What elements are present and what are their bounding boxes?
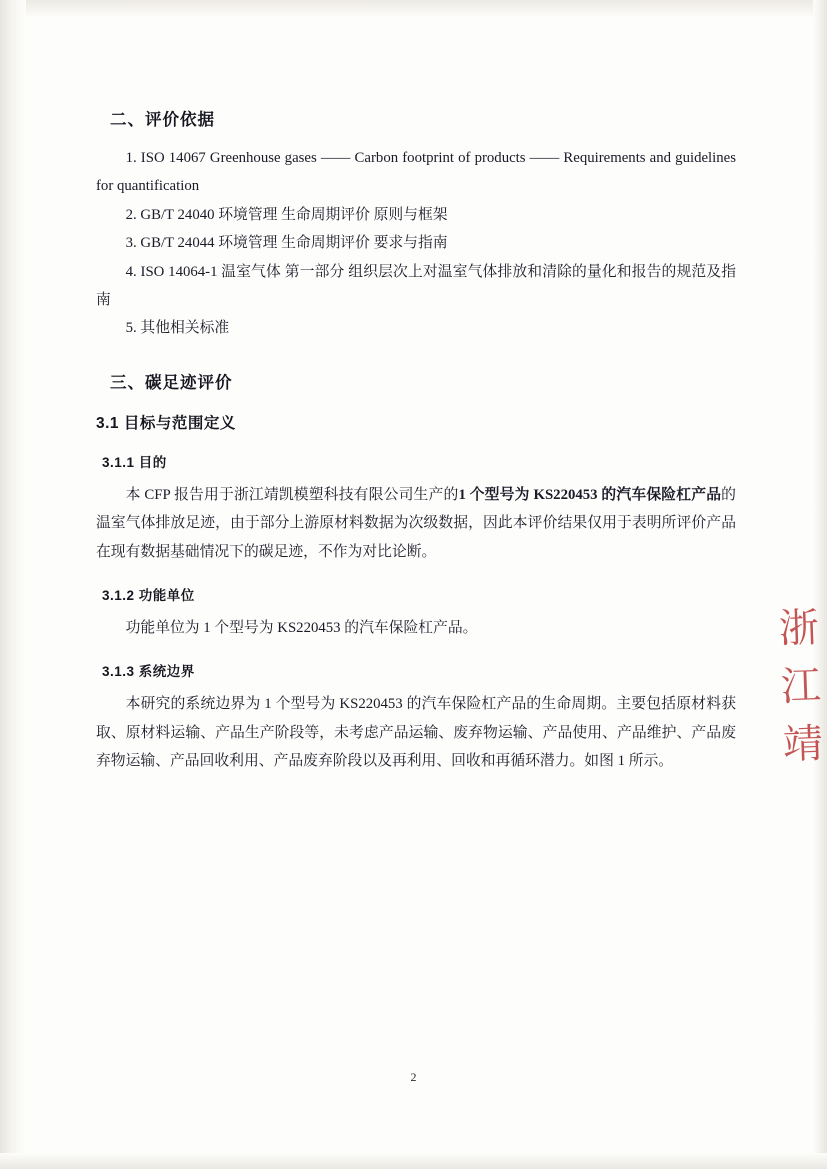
purpose-paragraph	[96, 481, 736, 566]
basis-item-4: 4. ISO 14064-1 温室气体 第一部分 组织层次上对温室气体排放和清除的量化和报告的规范及指南	[96, 263, 736, 309]
section-heading-evaluation-basis: 二、评价依据	[110, 111, 215, 129]
basis-item-1: 1. ISO 14067 Greenhouse gases —— Carbon footprint of products —— Requirements and guidelines for quantification	[96, 150, 736, 195]
functional-unit-paragraph: 功能单位为 1 个型号为 KS220453 的汽车保险杠产品。	[125, 620, 478, 637]
company-stamp	[758, 599, 824, 781]
subsubsection-heading-functional-unit: 3.1.2 功能单位	[102, 588, 195, 604]
subsubsection-heading-purpose: 3.1.1 目的	[102, 454, 167, 470]
subsection-heading-goal-and-scope: 3.1 目标与范围定义	[96, 414, 236, 432]
page-number: 2	[410, 1070, 417, 1084]
scan-edge-top	[0, 0, 827, 18]
document-content	[96, 106, 736, 778]
scan-edge-bottom	[0, 1153, 827, 1169]
purpose-lead: 本 CFP 报告用于浙江靖凯模塑科技有限公司生产的	[125, 486, 459, 503]
subsubsection-heading-system-boundary: 3.1.3 系统边界	[102, 664, 195, 680]
section-heading-carbon-footprint-assessment: 三、碳足迹评价	[110, 373, 233, 392]
basis-item-2: 2. GB/T 24040 环境管理 生命周期评价 原则与框架	[125, 206, 448, 223]
basis-item-3: 3. GB/T 24044 环境管理 生命周期评价 要求与指南	[125, 235, 448, 252]
system-boundary-paragraph: 本研究的系统边界为 1 个型号为 KS220453 的汽车保险杠产品的生命周期。主要包括原材料获取、原材料运输、产品生产阶段等，未考虑产品运输、废弃物运输、产品使用、产品维护、产品废弃物运输、产品回收利用、产品废弃阶段以及再利用、回收和再循环潜力。如图 1 所示。	[96, 696, 736, 770]
stamp-char-3: 靖	[782, 720, 824, 768]
stamp-char-2: 江	[780, 662, 822, 710]
purpose-highlight: 1 个型号为 KS220453 的汽车保险杠产品	[458, 486, 722, 503]
purpose-tail: 的温室气体排放足迹，由于部分上游原材料数据为次级数据，因此本评价结果仅用于表明所评价产品在现有数据基础情况下的碳足迹，不作为对比论断。	[96, 486, 736, 560]
basis-item-5: 5. 其他相关标准	[125, 320, 230, 337]
scan-edge-left	[0, 0, 26, 1169]
scan-edge-right	[813, 0, 827, 1169]
stamp-char-1: 浙	[778, 605, 820, 652]
